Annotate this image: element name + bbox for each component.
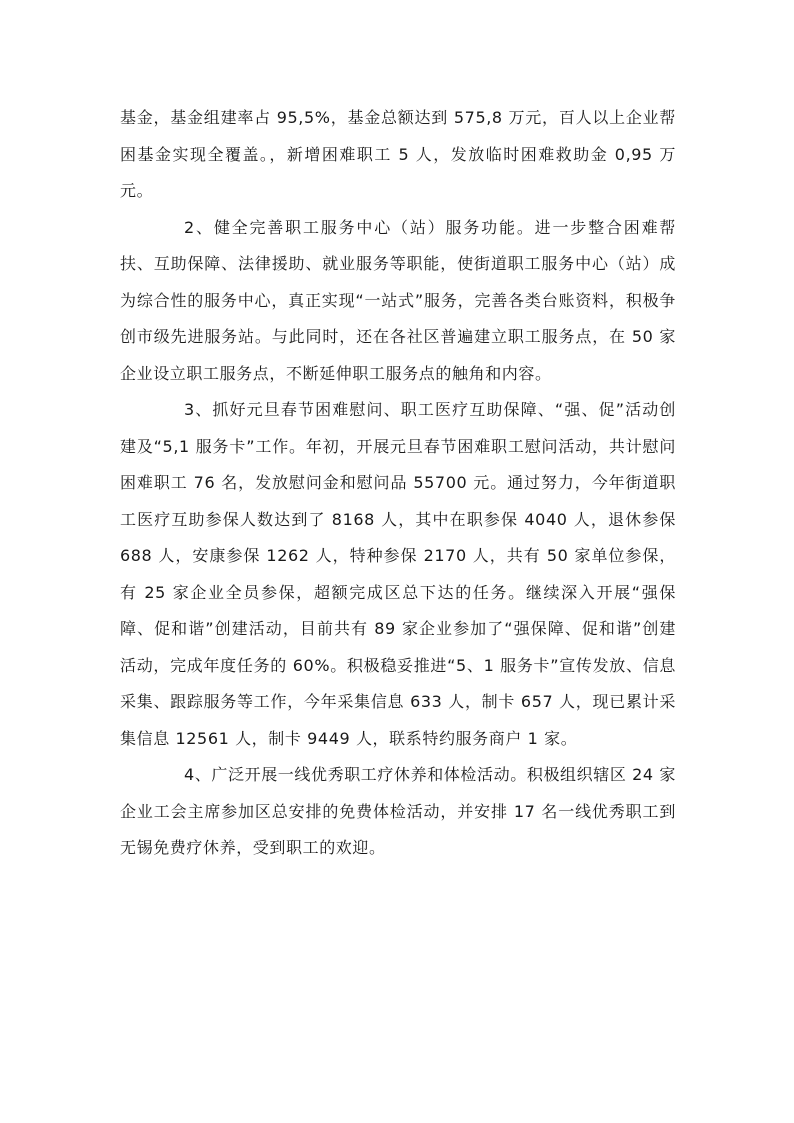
paragraph-item-3: 3、抓好元旦春节困难慰问、职工医疗互助保障、“强、促”活动创建及“5,1 服务卡”工作。年初，开展元旦春节困难职工慰问活动，共计慰问困难职工 76 名，发放慰问金和慰问品 55700 元。通过努力，今年街道职工医疗互助参保人数达到了 8168 人，其中在职参保 4040 人，退休参保 688 人，安康参保 1262 人，特种参保 2170 人，共有 50 家单位参保，有 25 家企业全员参保，超额完成区总下达的任务。继续深入开展“强保障、促和谐”创建活动，目前共有 89 家企业参加了“强保障、促和谐”创建活动，完成年度任务的 60%。积极稳妥推进“5、1 服务卡”宣传发放、信息采集、跟踪服务等工作，今年采集信息 633 人，制卡 657 人，现已累计采集信息 12561 人，制卡 9449 人，联系特约服务商户 1 家。 (120, 400, 676, 748)
paragraph-continuation: 基金，基金组建率占 95,5%，基金总额达到 575,8 万元，百人以上企业帮困基金实现全覆盖。，新增困难职工 5 人，发放临时困难救助金 0,95 万元。 (120, 108, 676, 200)
paragraph-item-2: 2、健全完善职工服务中心（站）服务功能。进一步整合困难帮扶、互助保障、法律援助、就业服务等职能，使街道职工服务中心（站）成为综合性的服务中心，真正实现“一站式”服务，完善各类台账资料，积极争创市级先进服务站。与此同时，还在各社区普遍建立职工服务点，在 50 家企业设立职工服务点，不断延伸职工服务点的触角和内容。 (120, 217, 676, 383)
document-body (120, 100, 676, 867)
paragraph-item-4: 4、广泛开展一线优秀职工疗休养和体检活动。积极组织辖区 24 家企业工会主席参加区总安排的免费体检活动，并安排 17 名一线优秀职工到无锡免费疗休养，受到职工的欢迎。 (120, 765, 676, 857)
